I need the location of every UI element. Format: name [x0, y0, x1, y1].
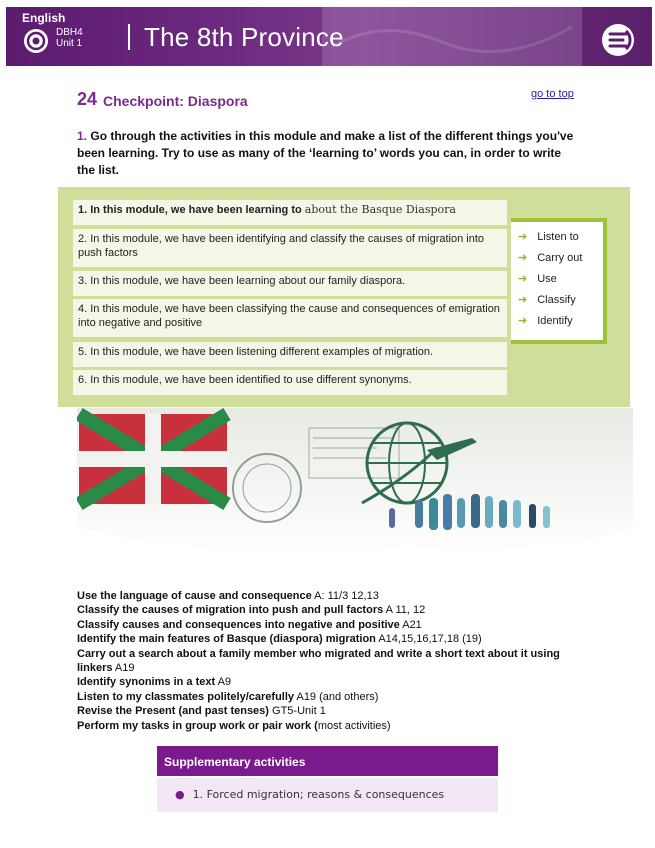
header-banner [6, 7, 652, 66]
objective-item: Classify causes and consequences into negative and positive A21 [77, 618, 422, 631]
learning-item-4: 4. In this module, we have been classifying the cause and consequences of emigration into negative and positive [73, 299, 507, 337]
supplementary-item[interactable] [157, 778, 498, 812]
arrow-right-icon: ➔ [518, 294, 528, 306]
spiral-logo-icon [22, 27, 50, 55]
objective-item: Revise the Present (and past tenses) GT5-Unit 1 [77, 705, 326, 718]
arrow-right-icon: ➔ [518, 315, 528, 327]
level-label [56, 27, 83, 49]
learning-item-2: 2. In this module, we have been identifying and classify the causes of migration into push factors [73, 229, 507, 267]
instruction-paragraph [77, 128, 582, 179]
basque-flag-icon [79, 414, 227, 504]
level-line-1: DBH4 [56, 27, 83, 38]
title-separator [128, 24, 130, 50]
learning-item-1 [73, 200, 507, 225]
objective-item: Listen to my classmates politely/carefully A19 (and others) [77, 690, 379, 703]
checkpoint-number: 24 [77, 89, 98, 109]
arrow-right-icon: ➔ [518, 252, 528, 264]
objectives-list [77, 589, 577, 733]
diaspora-illustration [77, 408, 633, 560]
objective-item: Perform my tasks in group work or pair work (most activities) [77, 719, 391, 732]
objective-item: Carry out a search about a family member who migrated and write a short text about it using linkers A19 [77, 647, 560, 675]
checkpoint-title: Checkpoint: Diaspora [103, 93, 248, 109]
level-line-2: Unit 1 [56, 38, 83, 49]
supplementary-title: Supplementary activities [157, 746, 498, 776]
learning-item-label: 1. In this module, we have been learning to [78, 204, 302, 216]
instruction-text: Go through the activities in this module and make a list of the different things you've been learning. Try to use as many of the ‘learning to’ words you can, in order to write the list. [77, 129, 574, 177]
instruction-number: 1. [77, 129, 88, 143]
objective-item: Identify synonims in a text A9 [77, 676, 232, 689]
arrow-right-icon: ➔ [518, 231, 528, 243]
learning-item-6: 6. In this module, we have been identified to use different synonyms. [73, 370, 507, 395]
arrow-right-icon: ➔ [518, 273, 528, 285]
supplementary-item-label: 1. Forced migration; reasons & consequences [192, 788, 445, 801]
banner-texture [322, 7, 582, 66]
brand-label: English [22, 11, 66, 25]
objective-item: Use the language of cause and consequence A: 11/3 12,13 [77, 590, 379, 602]
bullet-icon: ● [175, 788, 185, 801]
learning-item-5: 5. In this module, we have been listening different examples of migration. [73, 342, 507, 367]
verb-item: ➔ Listen to [518, 231, 579, 243]
learning-item-answer: about the Basque Diaspora [304, 203, 456, 216]
verb-item: ➔ Carry out [518, 252, 583, 264]
verb-item: ➔ Classify [518, 294, 576, 306]
verb-item: ➔ Identify [518, 315, 573, 327]
objective-item: Identify the main features of Basque (diaspora) migration A14,15,16,17,18 (19) [77, 633, 482, 646]
publisher-logo-icon [601, 23, 635, 57]
verb-item: ➔ Use [518, 273, 557, 285]
go-to-top-link[interactable]: go to top [531, 88, 574, 100]
objective-item: Classify the causes of migration into push and pull factors A 11, 12 [77, 604, 426, 617]
learning-item-3: 3. In this module, we have been learning about our family diaspora. [73, 271, 507, 296]
page-title: The 8th Province [144, 22, 344, 52]
